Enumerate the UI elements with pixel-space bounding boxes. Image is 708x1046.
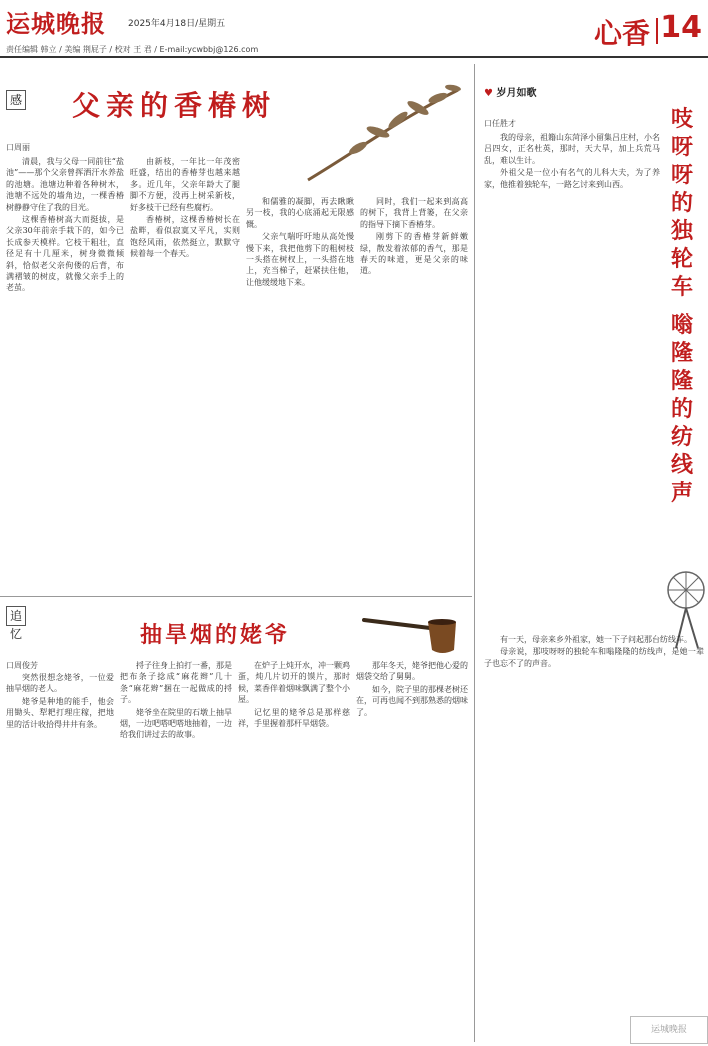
paragraph: 捋子往身上拍打一番，那是把布条子捻成“麻花辫”几十条“麻花辫”捆在一起做成的捋子。 — [120, 661, 232, 705]
article-column-3 — [238, 660, 350, 1042]
masthead — [0, 0, 708, 58]
column-label: 岁月如歌 — [496, 88, 537, 99]
sidebar-article — [478, 60, 708, 1046]
paragraph: 由新枝，一年比一年茂密旺盛，结出的香椿芽也越来越多。近几年，父亲年龄大了腿脚不方便，没再上树采新枝，好多枝干已经有些腐朽。 — [130, 157, 240, 212]
paragraph: 外祖父是一位小有名气的儿科大夫，为了养家，他推着独轮车，一路乞讨来到山西。 — [484, 168, 660, 189]
article-author: 口周丽 — [6, 143, 30, 152]
toon-branch-illustration — [298, 70, 468, 190]
paragraph: 有一天，母亲来乡外祖家，她一下子问起那台纺线车。 — [500, 635, 692, 644]
section-divider — [656, 18, 658, 44]
article-author: 口周俊芳 — [6, 661, 38, 670]
vertical-title — [666, 106, 698, 508]
watermark-stamp: 运城晚报 — [630, 1016, 708, 1044]
paragraph: 那年冬天，姥爷把他心爱的烟袋交给了舅舅。 — [356, 661, 468, 682]
article-column-2 — [130, 156, 240, 588]
masthead-rule — [0, 56, 708, 58]
article-title: 父亲的香椿树 — [72, 89, 277, 122]
page-number: 14 — [660, 10, 702, 45]
vertical-title-line-1: 吱呀呀的独轮车 — [670, 107, 693, 300]
paragraph: 在炉子上炖开水，冲一颗鸡蛋，炖几片切开的馍片，那时候，菜香伴着烟味飘满了整个小屋。 — [238, 661, 350, 705]
article-tag: 追忆 — [6, 606, 26, 626]
article-title: 抽旱烟的姥爷 — [140, 623, 291, 648]
paragraph: 姥爷是种地的能手，他会用锄头、犁耙打理庄稼，把地里的活计收拾得井井有条。 — [6, 696, 114, 729]
column-divider — [474, 64, 475, 1042]
article-column-4 — [360, 196, 468, 588]
paragraph: 刚剪下的香椿芽新鲜嫩绿，散发着浓郁的香气，那是春天的味道，更是父亲的味道。 — [360, 232, 468, 276]
paragraph: 这棵香椿树高大而挺拔，是父亲30年前亲手栽下的，如今已长成参天模样。它枝干粗壮，直径足有十几厘米，树身微微倾斜，恰似老父亲佝偻的后背，布满褶皱的树皮，就像父亲手上的老茧。 — [6, 215, 124, 293]
paragraph: 突然很想念姥爷，一位爱抽旱烟的老人。 — [6, 673, 114, 694]
paragraph: 如今，院子里的那棵老树还在，可再也闻不到那熟悉的烟味了。 — [356, 684, 468, 717]
article-column-1 — [6, 156, 124, 588]
heart-icon: ♥ — [484, 88, 493, 99]
article-column-4 — [356, 660, 468, 1042]
article-column-1 — [484, 132, 660, 632]
article-author: 口任胜才 — [484, 119, 516, 128]
article-grandpa-pipe — [0, 600, 472, 1046]
article-column-2 — [120, 660, 232, 1042]
article-column-2 — [484, 634, 704, 1042]
section-divider-horizontal — [0, 596, 472, 597]
paragraph: 我的母亲，祖籍山东菏泽小留集吕庄村，小名吕四女，正名杜英，那时，天大旱，加上兵荒马乱，难以生计。 — [484, 133, 660, 165]
paragraph: 和儒雅的凝脚，再去瞅瞅另一枝，我的心底涌起无限感慨。 — [246, 197, 354, 229]
section-name: 心香 — [593, 17, 650, 50]
issue-date: 2025年4月18日/星期五 — [128, 19, 226, 29]
editor-credits: 责任编辑 韩立 / 美编 荆屁子 / 校对 王 君 / E-mail:ycwbbj@126.com — [6, 45, 259, 54]
pipe-illustration — [360, 600, 470, 656]
article-toon-tree — [0, 60, 472, 592]
paragraph: 香椿树，这棵香椿树长在盐畔，看似寂寞又平凡，实则饱经风雨，依然挺立，默默守候着每一个春天。 — [130, 215, 240, 259]
paragraph: 母亲说，那吱呀呀的独轮车和嗡隆隆的纺线声，是她一辈子也忘不了的声音。 — [484, 647, 704, 668]
vertical-title-line-2: 嗡隆隆的纺线声 — [670, 313, 693, 506]
newspaper-logo: 运城晚报 — [6, 9, 106, 38]
paragraph: 姥爷坐在院里的石墩上抽旱烟，一边吧嗒吧嗒地抽着，一边给我们讲过去的故事。 — [120, 707, 232, 740]
paragraph: 记忆里的姥爷总是那样慈祥，手里握着那杆旱烟袋。 — [238, 707, 350, 729]
column-banner — [484, 84, 536, 99]
paragraph: 清晨，我与父母一同前往“盐池”——那个父亲曾挥洒汗水养盐的池塘。池塘边种着各种树木，池塘不远处的墙角边，一棵香椿树静静守住了我的目光。 — [6, 157, 124, 212]
article-column-3 — [246, 196, 354, 588]
paragraph: 同时，我们一起来到高高的树下，我背上背篓，在父亲的指导下摘下香椿芽。 — [360, 197, 468, 229]
article-column-1 — [6, 672, 114, 1042]
paragraph: 父亲气喘吁吁地从高处慢慢下来，我把他剪下的粗树枝一头搭在树杈上，一头搭在地上，充当梯子，赶紧扶住他，让他缓缓地下来。 — [246, 232, 354, 287]
article-tag: 感 — [6, 90, 26, 110]
